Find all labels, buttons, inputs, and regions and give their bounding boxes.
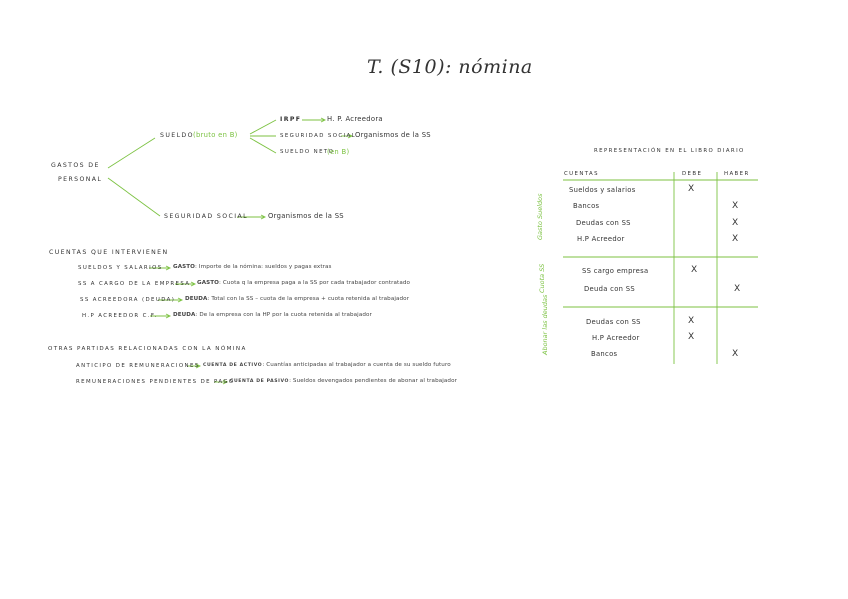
tree-sueldo-neto-note: (en B) bbox=[327, 148, 350, 156]
diario-col-cuentas: CUENTAS bbox=[564, 171, 599, 177]
diario-heading: REPRESENTACIÓN EN EL LIBRO DIARIO bbox=[594, 148, 745, 154]
diario-row-cuenta: Sueldos y salarios bbox=[569, 186, 636, 194]
otras-row-desc: CUENTA DE ACTIVO: Cuantías anticipadas al trabajador a cuenta de su sueldo futuro bbox=[203, 362, 451, 368]
diario-row-cuenta: Deudas con SS bbox=[576, 219, 631, 227]
diario-row-debe: X bbox=[688, 332, 695, 342]
cuentas-row-desc: DEUDA: De la empresa con la HP por la cuota retenida al trabajador bbox=[173, 312, 372, 318]
diario-row-debe: X bbox=[688, 184, 695, 194]
cuentas-row-label: SS ACREEDORA (DEUDA) bbox=[80, 297, 176, 303]
tree-seg-social: SEGURIDAD SOCIAL bbox=[280, 133, 357, 139]
diario-row-cuenta: Deudas con SS bbox=[586, 318, 641, 326]
diario-row-haber: X bbox=[732, 234, 739, 244]
diario-row-debe: X bbox=[688, 316, 695, 326]
cuentas-row-tag: DEUDA bbox=[185, 296, 208, 302]
cuentas-row-label: SS A CARGO DE LA EMPRESA bbox=[78, 281, 191, 287]
otras-row-label: ANTICIPO DE REMUNERACIONES bbox=[76, 363, 200, 369]
diario-row-haber: X bbox=[732, 201, 739, 211]
diario-row-cuenta: Bancos bbox=[573, 202, 600, 210]
diario-col-haber: HABER bbox=[724, 171, 750, 177]
cuentas-row-desc: GASTO: Cuota q la empresa paga a la SS por cada trabajador contratado bbox=[197, 280, 411, 286]
diario-row-cuenta: SS cargo empresa bbox=[582, 267, 649, 275]
branch-line-neto bbox=[250, 138, 276, 153]
otras-heading: OTRAS PARTIDAS RELACIONADAS CON LA NÓMINA bbox=[48, 346, 247, 352]
tree-sueldo-neto: SUELDO NETO bbox=[280, 149, 335, 155]
tree-root-line-2: PERSONAL bbox=[58, 176, 103, 183]
branch-line-irpf bbox=[250, 120, 276, 134]
diario-row-haber: X bbox=[732, 218, 739, 228]
diario-group-side-label: Abonar las deudas bbox=[541, 294, 549, 355]
cuentas-row-label: H.P ACREEDOR C.F. bbox=[82, 313, 158, 319]
tree-sueldo: SUELDO bbox=[160, 132, 194, 139]
tree-root-line-1: GASTOS DE bbox=[51, 162, 100, 169]
cuentas-row-tag: GASTO bbox=[197, 280, 220, 286]
otras-row-label: REMUNERACIONES PENDIENTES DE PAGO bbox=[76, 379, 235, 385]
branch-line-sueldo bbox=[108, 138, 155, 168]
diario-row-debe: X bbox=[691, 265, 698, 275]
diario-group-side-label: Cuota SS bbox=[538, 263, 546, 293]
otras-row-desc: CUENTA DE PASIVO: Sueldos devengados pendientes de abonar al trabajador bbox=[230, 378, 458, 384]
tree-seg-social-2: SEGURIDAD SOCIAL bbox=[164, 213, 248, 220]
diario-row-cuenta: Deuda con SS bbox=[584, 285, 635, 293]
diario-row-haber: X bbox=[732, 349, 739, 359]
otras-row-tag: CUENTA DE PASIVO bbox=[230, 379, 290, 384]
tree-sueldo-note: (bruto en B) bbox=[193, 131, 238, 139]
branch-line-ss bbox=[108, 178, 160, 216]
diario-col-debe: DEBE bbox=[682, 171, 703, 177]
cuentas-row-desc: DEUDA: Total con la SS – cuota de la empresa + cuota retenida al trabajador bbox=[185, 296, 410, 302]
cuentas-heading: CUENTAS QUE INTERVIENEN bbox=[49, 249, 169, 256]
otras-row-tag: CUENTA DE ACTIVO bbox=[203, 363, 263, 368]
cuentas-row-desc: GASTO: Importe de la nómina: sueldos y pagas extras bbox=[173, 264, 332, 270]
cuentas-row-tag: GASTO bbox=[173, 264, 196, 270]
diario-row-cuenta: H.P Acreedor bbox=[577, 235, 625, 243]
tree-hp-acreedora: H. P. Acreedora bbox=[327, 115, 383, 123]
diario-row-cuenta: H.P Acreedor bbox=[592, 334, 640, 342]
diario-row-cuenta: Bancos bbox=[591, 350, 618, 358]
tree-irpf: IRPF bbox=[280, 116, 302, 123]
tree-org-ss-1: Organismos de la SS bbox=[355, 131, 431, 139]
page-title: T. (S10): nómina bbox=[367, 56, 533, 78]
cuentas-row-tag: DEUDA bbox=[173, 312, 196, 318]
diario-group-side-label: Gasto Sueldos bbox=[536, 193, 544, 240]
tree-org-ss-2: Organismos de la SS bbox=[268, 212, 344, 220]
cuentas-row-label: SUELDOS Y SALARIOS bbox=[78, 265, 163, 271]
diario-row-haber: X bbox=[734, 284, 741, 294]
